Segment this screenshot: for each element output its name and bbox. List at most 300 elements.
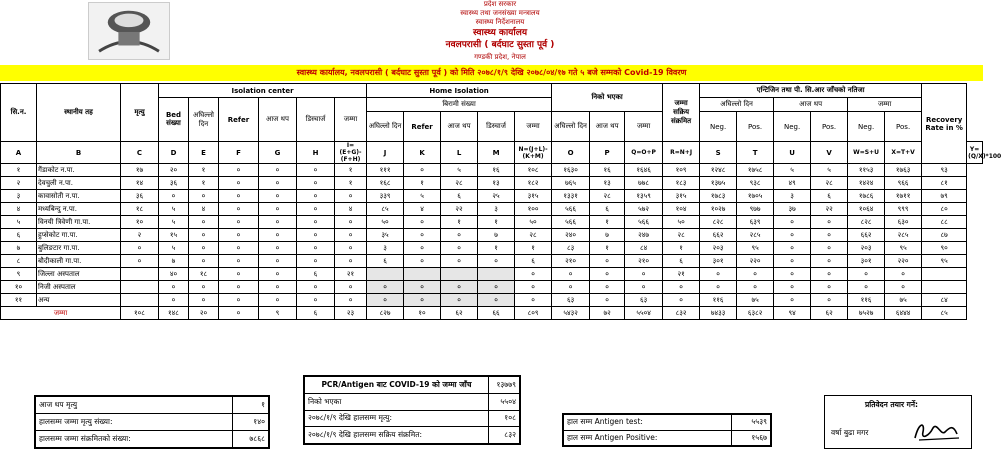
total-cell: १०८ xyxy=(121,307,159,320)
table-row xyxy=(1,203,983,216)
total-cell: ७५२७ xyxy=(848,307,885,320)
table-row xyxy=(1,294,983,307)
table-cell: ६ xyxy=(441,190,478,203)
table-cell: ० xyxy=(663,294,700,307)
table-cell: ११ xyxy=(1,294,37,307)
table-cell: ५ xyxy=(441,164,478,177)
table-cell: २८ xyxy=(590,190,625,203)
header-line-4: स्वास्थ्य कार्यालय xyxy=(472,28,528,38)
formula-letter-cell: B xyxy=(37,142,121,164)
table-cell: ७९ xyxy=(922,190,967,203)
table-cell: ७ xyxy=(1,242,37,255)
table-cell: ९९९ xyxy=(885,203,922,216)
table-cell: विनयी त्रिवेणी गा.पा. xyxy=(37,216,121,229)
table-cell: ० xyxy=(189,216,219,229)
formula-letter-cell: D xyxy=(159,142,189,164)
table-cell: ० xyxy=(189,281,219,294)
table-row xyxy=(1,229,983,242)
pcr-title: PCR/Antigen बाट COVID-19 को जम्मा जाँच xyxy=(305,377,489,394)
formula-letter-cell: O xyxy=(552,142,590,164)
header-line-2: स्वास्थ्य तथा जनसंख्या मन्त्रालय xyxy=(460,9,540,17)
table-cell: २२० xyxy=(885,255,922,268)
table-cell: ० xyxy=(297,190,335,203)
header-line-5: नवलपरासी ( बर्दघाट सुस्ता पूर्व ) xyxy=(445,40,555,50)
table-cell: ० xyxy=(121,255,159,268)
table-cell: ४ xyxy=(189,203,219,216)
prepared-by-label: प्रतिवेदन तयार गर्ने: xyxy=(865,400,919,409)
table-cell: ० xyxy=(811,229,848,242)
table-cell: ० xyxy=(259,190,297,203)
formula-letter-row xyxy=(1,142,983,164)
table-cell: ० xyxy=(367,294,404,307)
table-cell: १ xyxy=(189,164,219,177)
table-cell: ० xyxy=(121,242,159,255)
table-cell: १७०५ xyxy=(737,190,774,203)
col-header-cured-today: आज थप xyxy=(590,112,625,142)
table-cell: ३१५ xyxy=(663,190,700,203)
table-cell: ६ xyxy=(590,203,625,216)
col-header-home-discharge: डिस्चार्ज xyxy=(478,112,515,142)
total-cell: ६ xyxy=(297,307,335,320)
table-cell: ५० xyxy=(515,216,552,229)
formula-letter-cell: K xyxy=(404,142,441,164)
table-cell: ० xyxy=(811,216,848,229)
table-cell: निजी अस्पताल xyxy=(37,281,121,294)
table-cell: ५६६ xyxy=(625,216,663,229)
col-header-home-today: आज थप xyxy=(441,112,478,142)
table-cell: १७५८ xyxy=(737,164,774,177)
total-cell: ० xyxy=(219,307,259,320)
col-header-pos-total: Pos. xyxy=(885,112,922,142)
col-header-local-level: स्थानीय तह xyxy=(37,84,121,142)
table-cell: १३ xyxy=(590,177,625,190)
table-cell: २४७ xyxy=(625,229,663,242)
antigen-total-header: जम्मा xyxy=(848,98,922,112)
table-cell: ० xyxy=(404,281,441,294)
table-cell: ० xyxy=(478,294,515,307)
formula-letter-cell: S xyxy=(700,142,737,164)
cured-value: ५५०४ xyxy=(488,393,519,410)
table-cell: १७८६ xyxy=(848,190,885,203)
total-cell: १० xyxy=(404,307,441,320)
table-cell: ० xyxy=(625,268,663,281)
table-cell: ० xyxy=(189,255,219,268)
today-deaths-label: आज थप मृत्यु xyxy=(36,397,233,414)
formula-letter-cell: F xyxy=(219,142,259,164)
table-cell: ० xyxy=(663,281,700,294)
table-cell: १७११ xyxy=(885,190,922,203)
formula-letter-cell: C xyxy=(121,142,159,164)
table-cell: ५० xyxy=(367,216,404,229)
table-cell: ० xyxy=(335,216,367,229)
table-cell: ० xyxy=(404,229,441,242)
antigen-positive-label: हाल सम्म Antigen Positive: xyxy=(564,430,732,446)
table-cell: ० xyxy=(259,216,297,229)
table-cell: ८० xyxy=(922,203,967,216)
table-cell: ० xyxy=(297,294,335,307)
table-cell: ३ xyxy=(478,203,515,216)
table-cell: २१ xyxy=(335,268,367,281)
table-cell: १८ xyxy=(121,203,159,216)
table-cell: १७८३ xyxy=(700,190,737,203)
table-cell: ९५ xyxy=(885,242,922,255)
active-since-value: ८३२ xyxy=(488,427,519,444)
total-cell: जम्मा xyxy=(1,307,121,320)
total-cell: ६४४४ xyxy=(885,307,922,320)
table-cell: ६ xyxy=(297,268,335,281)
table-cell: १८३ xyxy=(663,177,700,190)
table-cell: ९० xyxy=(922,242,967,255)
table-cell: ० xyxy=(590,268,625,281)
table-cell: ५ xyxy=(811,164,848,177)
col-header-iso-refer: Refer xyxy=(219,98,259,142)
deaths-since-label: २०७८/१/९ देखि हालसम्म मृत्यु: xyxy=(305,410,489,427)
table-cell: ० xyxy=(811,255,848,268)
table-cell: ३०१ xyxy=(848,255,885,268)
total-cell: ९४ xyxy=(774,307,811,320)
deaths-since-value: १०८ xyxy=(488,410,519,427)
table-cell: ७५ xyxy=(885,294,922,307)
table-cell: १ xyxy=(1,164,37,177)
table-cell: देवचुली न.पा. xyxy=(37,177,121,190)
col-header-deaths: मृत्यु xyxy=(121,84,159,142)
table-cell: ० xyxy=(297,164,335,177)
table-cell: ० xyxy=(219,177,259,190)
table-cell: २८ xyxy=(441,177,478,190)
table-cell: ० xyxy=(297,242,335,255)
table-cell: ६ xyxy=(515,255,552,268)
table-cell: ३६ xyxy=(121,190,159,203)
antigen-test-label: हाल सम्म Antigen test: xyxy=(564,415,732,431)
table-cell xyxy=(922,268,967,281)
table-cell: ० xyxy=(441,255,478,268)
table-cell: ० xyxy=(297,216,335,229)
total-cell: ८०९ xyxy=(515,307,552,320)
table-cell: ८ xyxy=(1,255,37,268)
formula-letter-cell: W=S+U xyxy=(848,142,885,164)
total-cell: ७४३३ xyxy=(700,307,737,320)
table-cell: ३ xyxy=(1,190,37,203)
table-cell: ८५ xyxy=(367,203,404,216)
report-banner: स्वास्थ्य कार्यालय, नवलपरासी ( बर्दघाट सुस्ता पूर्व ) को मिति २०७८/१/९ देखि २०७८/०४/१७ गते ५ बजे सम्मको Covid-19 विवरण xyxy=(0,65,983,81)
home-sub-header: बिरामी संख्या xyxy=(367,98,552,112)
table-cell: ० xyxy=(404,164,441,177)
data-rows xyxy=(1,164,983,320)
table-cell: हुप्सेकोट गा.पा. xyxy=(37,229,121,242)
table-cell: ० xyxy=(478,255,515,268)
table-cell: ८२८ xyxy=(848,216,885,229)
table-cell: ३ xyxy=(774,190,811,203)
table-cell: २८५ xyxy=(885,229,922,242)
col-header-cured-total: जम्मा xyxy=(625,112,663,142)
table-cell: ० xyxy=(404,294,441,307)
table-cell: ५ xyxy=(159,216,189,229)
table-cell: ० xyxy=(259,203,297,216)
table-cell: ३७ xyxy=(774,203,811,216)
formula-letter-cell: T xyxy=(737,142,774,164)
table-cell: ० xyxy=(159,294,189,307)
table-cell: ५ xyxy=(1,216,37,229)
table-cell: ० xyxy=(404,216,441,229)
table-cell: १२४८ xyxy=(700,164,737,177)
antigen-summary-box xyxy=(562,413,772,447)
group-home-isolation: Home Isolation xyxy=(367,84,552,98)
table-cell: ० xyxy=(441,229,478,242)
table-cell: ५६६ xyxy=(552,216,590,229)
table-cell xyxy=(478,268,515,281)
table-cell: ० xyxy=(297,229,335,242)
total-cell: ८५ xyxy=(922,307,967,320)
table-cell: १६३० xyxy=(552,164,590,177)
table-row xyxy=(1,307,983,320)
table-cell: ० xyxy=(219,294,259,307)
table-cell: ० xyxy=(885,268,922,281)
table-cell: ० xyxy=(774,294,811,307)
group-recovery-rate: Recovery Rate in % xyxy=(922,84,967,164)
table-cell: १ xyxy=(335,177,367,190)
table-cell: ८३ xyxy=(552,242,590,255)
table-cell: ६ xyxy=(811,190,848,203)
table-cell: ७ xyxy=(159,255,189,268)
formula-letter-cell: G xyxy=(259,142,297,164)
table-cell: ८८ xyxy=(922,216,967,229)
table-cell: १ xyxy=(478,242,515,255)
table-cell: ११६ xyxy=(848,294,885,307)
table-cell: ० xyxy=(515,281,552,294)
table-cell: ११५३ xyxy=(848,164,885,177)
table-cell: १ xyxy=(404,177,441,190)
table-cell: ७७८ xyxy=(625,177,663,190)
table-cell: कावासोती न.पा. xyxy=(37,190,121,203)
table-cell xyxy=(367,268,404,281)
table-cell: गैंडाकोट न.पा. xyxy=(37,164,121,177)
total-cell: १४८ xyxy=(159,307,189,320)
table-cell xyxy=(121,294,159,307)
table-cell: ५७२ xyxy=(625,203,663,216)
table-cell: १ xyxy=(590,216,625,229)
total-cell: ६२ xyxy=(811,307,848,320)
table-cell: ९३८ xyxy=(737,177,774,190)
table-cell: ० xyxy=(259,281,297,294)
today-deaths-value: १ xyxy=(233,397,269,414)
table-cell: ६६२ xyxy=(848,229,885,242)
table-cell: ३५ xyxy=(367,229,404,242)
table-cell: १३५९ xyxy=(625,190,663,203)
table-cell: ० xyxy=(259,268,297,281)
table-cell: १ xyxy=(478,216,515,229)
table-cell: १७ xyxy=(121,164,159,177)
table-cell: ० xyxy=(811,281,848,294)
table-cell: १८२ xyxy=(515,177,552,190)
summary-left-box xyxy=(34,395,270,449)
col-header-cured-prev: अघिल्लो दिन xyxy=(552,112,590,142)
table-cell: ५ xyxy=(159,242,189,255)
table-cell: १ xyxy=(189,177,219,190)
table-cell: ८४ xyxy=(625,242,663,255)
table-cell: ० xyxy=(774,281,811,294)
col-header-home-refer: Refer xyxy=(404,112,441,142)
table-cell: २१० xyxy=(625,255,663,268)
table-cell: १० xyxy=(121,216,159,229)
table-cell xyxy=(121,268,159,281)
table-cell: २४० xyxy=(552,229,590,242)
antigen-today-header: आज थप xyxy=(774,98,848,112)
table-cell: ० xyxy=(189,294,219,307)
table-cell: ० xyxy=(811,268,848,281)
table-cell xyxy=(441,268,478,281)
table-cell: १ xyxy=(663,242,700,255)
table-cell: ९७७ xyxy=(737,203,774,216)
table-cell: ० xyxy=(297,177,335,190)
table-cell: ० xyxy=(259,242,297,255)
table-cell: ४० xyxy=(159,268,189,281)
col-header-home-total: जम्मा xyxy=(515,112,552,142)
table-cell: ० xyxy=(590,255,625,268)
table-cell: १५ xyxy=(159,229,189,242)
total-cell: ५५०४ xyxy=(625,307,663,320)
table-cell: १६ xyxy=(590,164,625,177)
table-cell: ० xyxy=(625,281,663,294)
table-cell: ० xyxy=(219,268,259,281)
table-cell: ० xyxy=(219,229,259,242)
table-cell: ६ xyxy=(1,229,37,242)
table-cell: २८ xyxy=(515,229,552,242)
table-cell: मध्यबिन्दु न.पा. xyxy=(37,203,121,216)
table-cell: १६४६ xyxy=(625,164,663,177)
table-cell: ० xyxy=(189,242,219,255)
table-cell: ० xyxy=(404,255,441,268)
table-cell: ५६६ xyxy=(552,203,590,216)
table-cell: ० xyxy=(259,229,297,242)
formula-letter-cell: U xyxy=(774,142,811,164)
active-total-line-3: संक्रमित xyxy=(671,117,692,125)
table-cell: २ xyxy=(1,177,37,190)
table-cell: ९३ xyxy=(922,164,967,177)
table-cell: १० xyxy=(1,281,37,294)
formula-letter-cell: L xyxy=(441,142,478,164)
table-cell: ८१ xyxy=(922,177,967,190)
table-cell: ० xyxy=(737,281,774,294)
col-header-home-prev: अघिल्लो दिन xyxy=(367,112,404,142)
table-cell: २१० xyxy=(552,255,590,268)
table-cell: २०३ xyxy=(848,242,885,255)
table-cell: १०८ xyxy=(515,164,552,177)
table-cell: ९ xyxy=(1,268,37,281)
table-cell: १०६४ xyxy=(848,203,885,216)
table-cell: ५० xyxy=(663,216,700,229)
formula-letter-cell: I=(E+G)-(F+H) xyxy=(335,142,367,164)
table-cell: ५ xyxy=(404,190,441,203)
table-cell: २०३ xyxy=(700,242,737,255)
table-cell: ० xyxy=(552,268,590,281)
table-cell: ० xyxy=(737,268,774,281)
table-cell: ८७ xyxy=(922,229,967,242)
table-cell: ८२८ xyxy=(700,216,737,229)
table-cell: ० xyxy=(159,281,189,294)
table-cell: ० xyxy=(259,255,297,268)
table-cell: ९५ xyxy=(922,255,967,268)
table-cell: ० xyxy=(478,281,515,294)
col-header-pos-prev: Pos. xyxy=(737,112,774,142)
active-total-line-1: जम्मा xyxy=(674,99,688,107)
table-cell: १ xyxy=(590,242,625,255)
antigen-test-value: ५५३९ xyxy=(732,415,771,431)
table-cell: ० xyxy=(297,281,335,294)
table-cell: ४ xyxy=(1,203,37,216)
table-cell: ० xyxy=(441,281,478,294)
col-header-iso-prev: अघिल्लो दिन xyxy=(189,98,219,142)
table-cell xyxy=(922,281,967,294)
total-cell: ६२ xyxy=(441,307,478,320)
active-since-label: २०७८/१/९ देखि हालसम्म सक्रिय संक्रमित: xyxy=(305,427,489,444)
table-cell: ० xyxy=(774,242,811,255)
table-cell: ० xyxy=(219,281,259,294)
table-cell: ४ xyxy=(335,203,367,216)
table-cell: ० xyxy=(811,242,848,255)
col-header-pos-today: Pos. xyxy=(811,112,848,142)
table-cell: २८५ xyxy=(737,229,774,242)
table-cell: ८४ xyxy=(922,294,967,307)
table-cell: ७ xyxy=(590,229,625,242)
table-cell xyxy=(404,268,441,281)
table-cell: ३६ xyxy=(159,177,189,190)
antigen-positive-value: १५६७ xyxy=(732,430,771,446)
handwritten-signature xyxy=(911,418,965,444)
col-header-neg-total: Neg. xyxy=(848,112,885,142)
table-cell: ६३ xyxy=(625,294,663,307)
table-cell: ० xyxy=(189,229,219,242)
table-cell: ० xyxy=(335,229,367,242)
table-cell: १०४ xyxy=(663,203,700,216)
table-row xyxy=(1,164,983,177)
group-cured: निको भएका xyxy=(552,84,663,112)
table-cell: ५ xyxy=(159,203,189,216)
table-row xyxy=(1,268,983,281)
covid-summary-table xyxy=(0,83,1001,320)
table-cell xyxy=(121,281,159,294)
table-cell: ० xyxy=(219,190,259,203)
table-cell: ९५ xyxy=(737,242,774,255)
table-cell: ४९ xyxy=(774,177,811,190)
formula-letter-cell: Q=O+P xyxy=(625,142,663,164)
table-cell: ० xyxy=(219,242,259,255)
table-cell: ६३० xyxy=(885,216,922,229)
active-total-line-2: सक्रिय xyxy=(673,108,690,116)
table-cell: १६ xyxy=(478,164,515,177)
table-cell: ० xyxy=(404,242,441,255)
total-infected-value: ७८६८ xyxy=(233,431,269,448)
table-cell: ० xyxy=(552,281,590,294)
table-cell: १०२७ xyxy=(700,203,737,216)
table-cell: ३३९ xyxy=(367,190,404,203)
table-cell: ० xyxy=(848,268,885,281)
total-infected-label: हालसम्म जम्मा संक्रमितको संख्या: xyxy=(36,431,233,448)
table-cell: १८ xyxy=(189,268,219,281)
table-cell: ३ xyxy=(367,242,404,255)
table-cell: १६८ xyxy=(367,177,404,190)
col-header-iso-today: आज थप xyxy=(259,98,297,142)
table-cell: ० xyxy=(700,281,737,294)
table-cell: जिल्ला अस्पताल xyxy=(37,268,121,281)
table-cell: ० xyxy=(848,281,885,294)
table-cell: १११ xyxy=(367,164,404,177)
table-cell: २ xyxy=(121,229,159,242)
table-cell: ० xyxy=(219,203,259,216)
table-cell: ६३९ xyxy=(737,216,774,229)
total-cell: ९ xyxy=(259,307,297,320)
table-cell: ० xyxy=(515,268,552,281)
table-cell: ० xyxy=(335,294,367,307)
